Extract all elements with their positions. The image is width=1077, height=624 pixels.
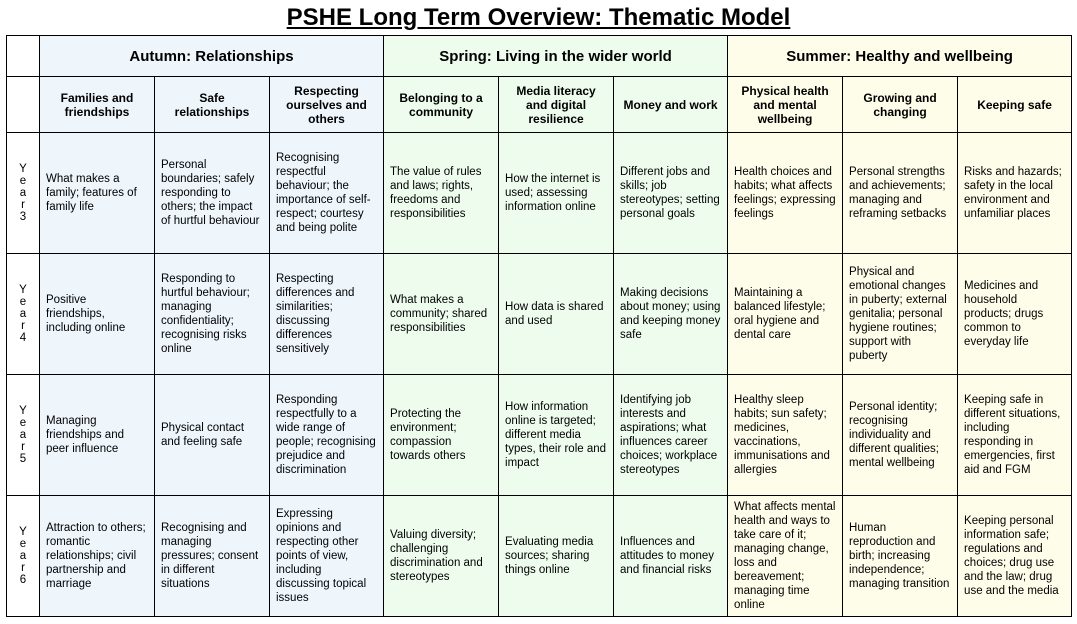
content-cell: The value of rules and laws; rights, freedoms and responsibilities [384, 133, 499, 254]
content-cell: Valuing diversity; challenging discrimination and stereotypes [384, 496, 499, 617]
content-cell: Keeping personal information safe; regulations and choices; drug use and the law; drug use and the media [958, 496, 1072, 617]
year-label-char: r [21, 320, 25, 332]
content-cell: Evaluating media sources; sharing things online [499, 496, 614, 617]
year-label-char: e [19, 417, 27, 429]
content-cell: Physical and emotional changes in puberty; external genitalia; personal hygiene routines; support with puberty [843, 254, 958, 375]
year-label-char: a [19, 550, 27, 562]
content-cell: Responding to hurtful behaviour; managing confidentiality; recognising risks online [155, 254, 270, 375]
content-cell: How the internet is used; assessing information online [499, 133, 614, 254]
corner-cell [7, 77, 40, 133]
content-cell: Responding respectfully to a wide range of people; recognising prejudice and discrimination [270, 375, 384, 496]
topic-header: Respecting ourselves and others [270, 77, 384, 133]
content-cell: Human reproduction and birth; increasing independence; managing transition [843, 496, 958, 617]
year-label-char: e [19, 296, 27, 308]
topic-header: Safe relationships [155, 77, 270, 133]
content-cell: Positive friendships, including online [40, 254, 155, 375]
topic-header-row [7, 77, 1072, 133]
content-cell: Personal identity; recognising individuality and different qualities; mental wellbeing [843, 375, 958, 496]
year-label [7, 133, 40, 254]
content-cell: Making decisions about money; using and keeping money safe [614, 254, 728, 375]
year-label-char: e [19, 175, 27, 187]
content-cell: Risks and hazards; safety in the local environment and unfamiliar places [958, 133, 1072, 254]
content-cell: Respecting differences and similarities; discussing differences sensitively [270, 254, 384, 375]
topic-header: Money and work [614, 77, 728, 133]
year-label-char: r [21, 562, 25, 574]
year-label-char: Y [19, 405, 27, 417]
topic-header: Belonging to a community [384, 77, 499, 133]
term-autumn: Autumn: Relationships [40, 36, 384, 77]
year-label-char: e [19, 538, 27, 550]
year-row [7, 133, 1072, 254]
content-cell: How data is shared and used [499, 254, 614, 375]
year-label [7, 496, 40, 617]
year-label-char: 4 [19, 332, 27, 344]
content-cell: Protecting the environment; compassion towards others [384, 375, 499, 496]
year-row [7, 254, 1072, 375]
year-row [7, 375, 1072, 496]
year-label-char: r [21, 199, 25, 211]
content-cell: Identifying job interests and aspirations; what influences career choices; workplace stereotypes [614, 375, 728, 496]
topic-header: Media literacy and digital resilience [499, 77, 614, 133]
content-cell: Maintaining a balanced lifestyle; oral hygiene and dental care [728, 254, 843, 375]
corner-cell [7, 36, 40, 77]
content-cell: What makes a community; shared responsibilities [384, 254, 499, 375]
overview-table [6, 35, 1072, 617]
year-label [7, 254, 40, 375]
content-cell: Expressing opinions and respecting other points of view, including discussing topical issues [270, 496, 384, 617]
term-spring: Spring: Living in the wider world [384, 36, 728, 77]
content-cell: What makes a family; features of family life [40, 133, 155, 254]
topic-header: Growing and changing [843, 77, 958, 133]
content-cell: Different jobs and skills; job stereotypes; setting personal goals [614, 133, 728, 254]
year-label-char: r [21, 441, 25, 453]
year-label-char: a [19, 187, 27, 199]
content-cell: Influences and attitudes to money and financial risks [614, 496, 728, 617]
year-label-char: Y [19, 526, 27, 538]
content-cell: Keeping safe in different situations, including responding in emergencies, first aid and FGM [958, 375, 1072, 496]
year-label-char: Y [19, 284, 27, 296]
content-cell: How information online is targeted; different media types, their role and impact [499, 375, 614, 496]
topic-header: Families and friendships [40, 77, 155, 133]
year-label [7, 375, 40, 496]
topic-header: Keeping safe [958, 77, 1072, 133]
content-cell: Medicines and household products; drugs common to everyday life [958, 254, 1072, 375]
year-label-char: a [19, 308, 27, 320]
content-cell: Managing friendships and peer influence [40, 375, 155, 496]
content-cell: Healthy sleep habits; sun safety; medicines, vaccinations, immunisations and allergies [728, 375, 843, 496]
year-row [7, 496, 1072, 617]
content-cell: Recognising and managing pressures; consent in different situations [155, 496, 270, 617]
content-cell: Attraction to others; romantic relationships; civil partnership and marriage [40, 496, 155, 617]
content-cell: Recognising respectful behaviour; the importance of self-respect; courtesy and being polite [270, 133, 384, 254]
year-label-char: 6 [19, 574, 27, 586]
content-cell: Health choices and habits; what affects feelings; expressing feelings [728, 133, 843, 254]
content-cell: Personal boundaries; safely responding to others; the impact of hurtful behaviour [155, 133, 270, 254]
term-summer: Summer: Healthy and wellbeing [728, 36, 1072, 77]
page-title: PSHE Long Term Overview: Thematic Model [286, 4, 791, 31]
year-label-char: 3 [19, 211, 27, 223]
year-label-char: 5 [19, 453, 27, 465]
content-cell: Physical contact and feeling safe [155, 375, 270, 496]
term-header-row [7, 36, 1072, 77]
topic-header: Physical health and mental wellbeing [728, 77, 843, 133]
year-label-char: a [19, 429, 27, 441]
content-cell: What affects mental health and ways to take care of it; managing change, loss and bereavement; managing time online [728, 496, 843, 617]
year-label-char: Y [19, 163, 27, 175]
content-cell: Personal strengths and achievements; managing and reframing setbacks [843, 133, 958, 254]
